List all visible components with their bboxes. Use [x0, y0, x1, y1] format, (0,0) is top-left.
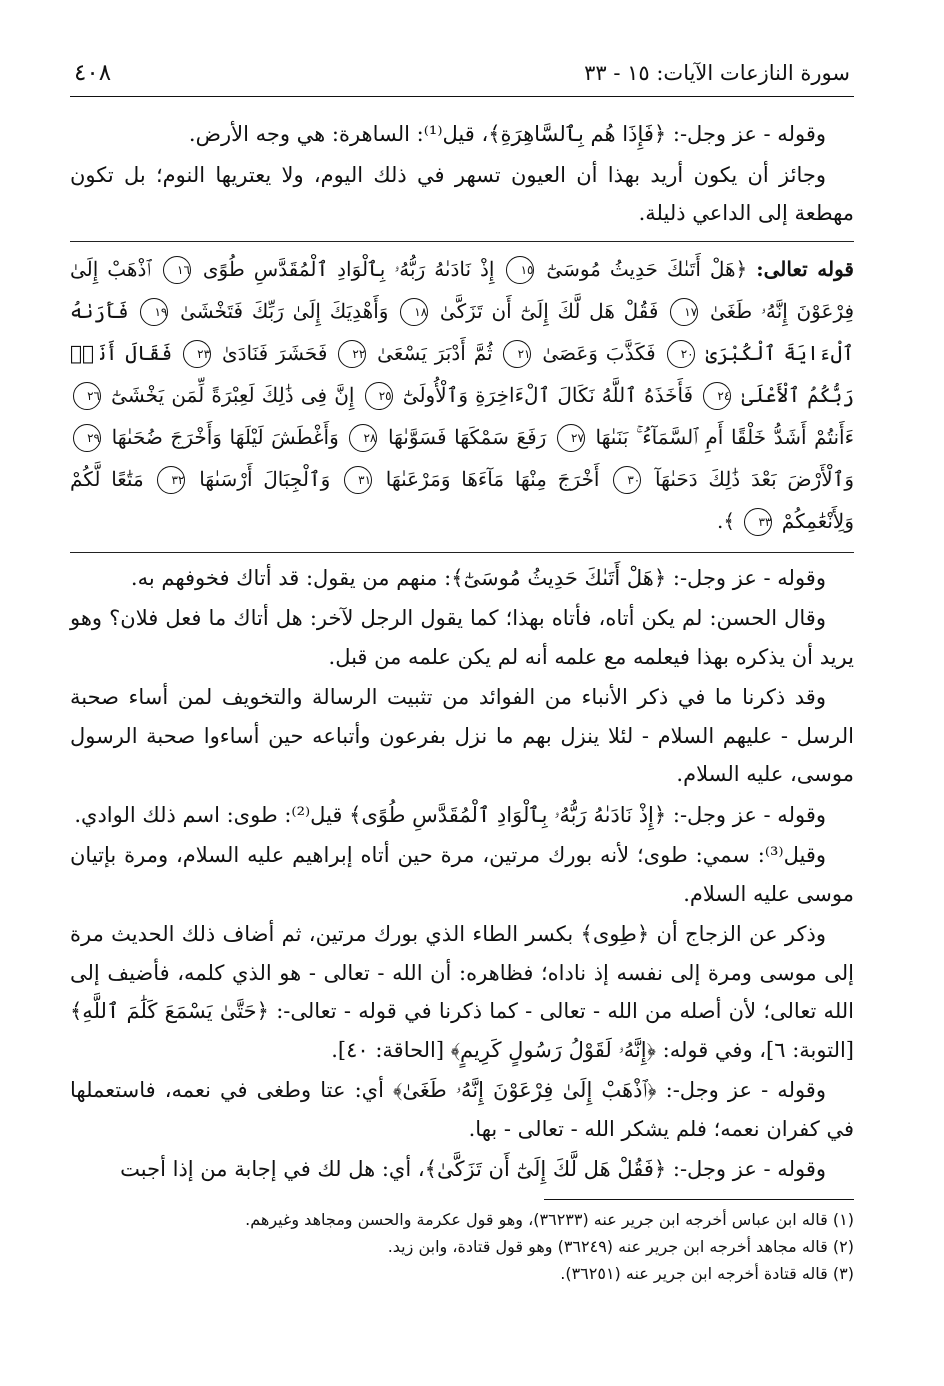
ayah-text: وَأَغْطَشَ لَيْلَهَا وَأَخْرَجَ ضُحَىٰهَا: [111, 424, 339, 449]
page-body: [70, 115, 854, 1189]
running-title: سورة النازعات الآيات: ١٥ - ٣٣: [584, 61, 850, 85]
page-number: ٤٠٨: [74, 60, 112, 86]
paragraph: وقيل⁽³⁾: سمي: طوى؛ لأنه بورك مرتين، مرة حين أتاه إبراهيم عليه السلام، ومرة بإتيان موسى عليه السلام.: [70, 843, 854, 906]
footnote-rule: [544, 1199, 854, 1200]
ayah-text: فَقَالَ أَنَا۠ رَبُّكُمُ ٱلْأَعْلَىٰ: [70, 340, 855, 407]
page-header: [70, 58, 854, 97]
ayah-number-marker: ٢٧: [557, 424, 585, 452]
paragraph: وقوله - عز وجل-: ﴿فَإِذَا هُم بِٱلسَّاهِرَةِ﴾، قيل⁽¹⁾: الساهرة: هي وجه الأرض.: [188, 122, 826, 146]
ayah-number-marker: ١٦: [163, 256, 191, 284]
ayah-number-marker: ٣٣: [744, 508, 772, 536]
footnote-text: قاله مجاهد أخرجه ابن جرير عنه (٣٦٢٤٩) وهو قول قتادة، وابن زيد.: [387, 1236, 828, 1256]
footnote-marker: (٢): [832, 1236, 854, 1256]
ayah-text: ٱذْهَبْ إِلَىٰ فِرْعَوْنَ إِنَّهُۥ طَغَىٰ: [70, 256, 855, 323]
ayah-number-marker: ٣٠: [613, 466, 641, 494]
paragraph: وجائز أن يكون أريد بهذا أن العيون تسهر في ذلك اليوم، ولا يعتريها النوم؛ بل تكون مهطعة إلى الداعي ذليلة.: [70, 162, 854, 225]
ayah-number-marker: ٢٠: [667, 340, 695, 368]
ayah-text: ثُمَّ أَدْبَرَ يَسْعَىٰ: [377, 340, 493, 365]
ayah-number-marker: ٢١: [503, 340, 531, 368]
footnotes: [70, 1199, 854, 1287]
ayah-text: إِنَّ فِى ذَٰلِكَ لَعِبْرَةً لِّمَن يَخْشَىٰٓ: [111, 382, 355, 407]
ayah-text: فَأَخَذَهُ ٱللَّهُ نَكَالَ ٱلْءَاخِرَةِ وَٱلْأُولَىٰٓ: [402, 382, 694, 407]
paragraph: وقد ذكرنا ما في ذكر الأنباء من الفوائد من تثبيت الرسالة والتخويف لمن أساء صحبة الرسل - عليهم السلام - لئلا ينزل بهم ما نزل بفرعون وأتباعه حين أساءوا صحبة الرسول موسى، عليه السلام.: [70, 685, 854, 786]
ayah-number-marker: ٢٤: [703, 382, 731, 410]
paragraph: وقوله - عز وجل-: ﴿فَقُلْ هَل لَّكَ إِلَىٰٓ أَن تَزَكَّىٰ﴾، أي: هل لك في إجابة من إذا أجبت: [120, 1157, 826, 1181]
paragraph: وقوله - عز وجل-: ﴿هَلْ أَتَىٰكَ حَدِيثُ مُوسَىٰٓ﴾: منهم من يقول: قد أتاك فخوفهم به.: [130, 565, 826, 590]
ayah-text: رَفَعَ سَمْكَهَا فَسَوَّىٰهَا: [387, 424, 547, 449]
ayah-number-marker: ٢٥: [365, 382, 393, 410]
ayah-number-marker: ١٥: [506, 256, 534, 284]
footnote: [70, 1206, 854, 1233]
ayah-number-marker: ١٧: [670, 298, 698, 326]
footnote: [70, 1260, 854, 1287]
ayah-text: فَكَذَّبَ وَعَصَىٰ: [542, 340, 656, 365]
ayah-number-marker: ٣٢: [157, 466, 185, 494]
paragraph: وقوله - عز وجل-: ﴿ٱذْهَبْ إِلَىٰ فِرْعَوْنَ إِنَّهُۥ طَغَىٰ﴾ أي: عتا وطغى في نعمه، فاستعملها في كفران نعمه؛ فلم يشكر الله - تعالى - بها.: [70, 1078, 854, 1141]
ayah-text: فَقُلْ هَل لَّكَ إِلَىٰٓ أَن تَزَكَّىٰ: [439, 298, 659, 323]
ayah-text: أَخْرَجَ مِنْهَا مَآءَهَا وَمَرْعَىٰهَا: [385, 466, 600, 491]
quran-lead: قوله تعالى:: [756, 256, 854, 281]
footnote-marker: (٣): [832, 1263, 854, 1283]
ayah-number-marker: ١٨: [400, 298, 428, 326]
ayah-number-marker: ٢٢: [338, 340, 366, 368]
paragraph: وذكر عن الزجاج أن ﴿طِوى﴾ بكسر الطاء الذي بورك مرتين، ثم أضاف ذلك الحديث مرة إلى موسى ومرة إلى نفسه إذ ناداه؛ فظاهره: أن الله - تعالى - هو الذي كلمه، فأضيف إلى الله تعالى؛ لأن أصله من الله - تعالى - كما ذكرنا في قوله - تعالى-: ﴿حَتَّىٰ يَسْمَعَ كَلَٰمَ ٱللَّهِ﴾ [التوبة: ٦]، وفي قوله: ﴿إِنَّهُۥ لَقَوْلُ رَسُولٍ كَرِيمٍ﴾ [الحاقة: ٤٠].: [70, 922, 854, 1062]
ayah-number-marker: ٢٣: [183, 340, 211, 368]
quran-segments: [70, 257, 854, 533]
ayah-number-marker: ١٩: [140, 298, 168, 326]
ayah-number-marker: ٢٩: [73, 424, 101, 452]
ayah-text: ءَأَنتُمْ أَشَدُّ خَلْقًا أَمِ ٱلسَّمَآءُ ۚ بَنَىٰهَا: [595, 424, 855, 449]
quran-verses-block: [70, 248, 854, 542]
section-divider: [70, 241, 854, 242]
ayah-text: وَأَهْدِيَكَ إِلَىٰ رَبِّكَ فَتَخْشَىٰ: [180, 298, 389, 323]
footnote: [70, 1233, 854, 1260]
ayah-text: مَتَٰعًا لَّكُمْ وَلِأَنْعَٰمِكُمْ: [70, 466, 854, 533]
ayah-text: فَأَرَىٰهُ ٱلْءَايَةَ ٱلْكُبْرَىٰ: [70, 298, 854, 365]
ayah-number-marker: ٢٦: [73, 382, 101, 410]
quran-closing: ﴾.: [717, 508, 736, 533]
ayah-text: وَٱلْجِبَالَ أَرْسَىٰهَا: [199, 466, 331, 491]
paragraph: وقال الحسن: لم يكن أتاه، فأتاه بهذا؛ كما يقول الرجل لآخر: هل أتاك ما فعل فلان؟ وهو يريد أن يذكره بهذا فيعلمه مع علمه أنه لم يكن علمه من قبل.: [70, 606, 854, 669]
ayah-text: فَحَشَرَ فَنَادَىٰ: [221, 340, 328, 365]
ayah-number-marker: ٢٨: [349, 424, 377, 452]
section-divider: [70, 552, 854, 553]
ayah-text: إِذْ نَادَىٰهُ رَبُّهُۥ بِٱلْوَادِ ٱلْمُقَدَّسِ طُوًى: [202, 256, 495, 281]
ayah-text: ﴿هَلْ أَتَىٰكَ حَدِيثُ مُوسَىٰٓ: [546, 256, 748, 281]
paragraph: وقوله - عز وجل-: ﴿إِذْ نَادَىٰهُ رَبُّهُۥ بِٱلْوَادِ ٱلْمُقَدَّسِ طُوًى﴾ قيل⁽²⁾: طوى: اسم ذلك الوادي.: [74, 802, 826, 827]
footnote-text: قاله قتادة أخرجه ابن جرير عنه (٣٦٢٥١).: [560, 1263, 828, 1283]
footnote-marker: (١): [832, 1209, 854, 1229]
footnote-text: قاله ابن عباس أخرجه ابن جرير عنه (٣٦٢٣٣)، وهو قول عكرمة والحسن ومجاهد وغيرهم.: [245, 1209, 828, 1229]
ayah-text: وَٱلْأَرْضَ بَعْدَ ذَٰلِكَ دَحَىٰهَآ: [655, 466, 855, 491]
ayah-number-marker: ٣١: [344, 466, 372, 494]
